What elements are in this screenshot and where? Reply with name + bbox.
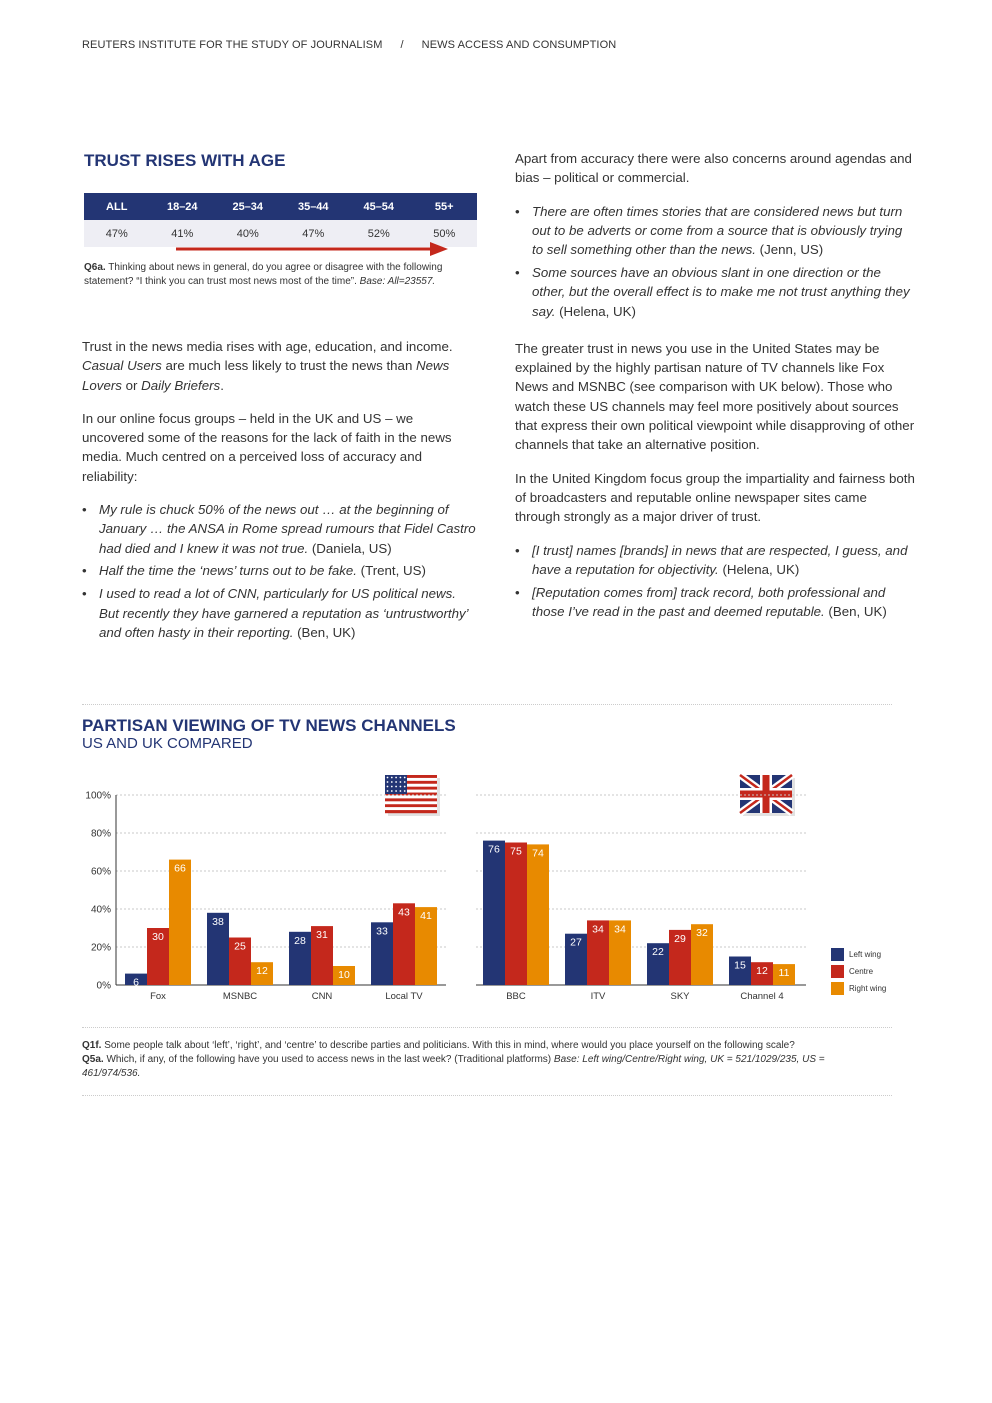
chart-mid-rule (82, 1027, 892, 1028)
bar-value-label: 25 (234, 940, 246, 953)
chart-note (82, 1039, 882, 1081)
trust-table-note: Q6a. Thinking about news in general, do you agree or disagree with the following statement? “I think you can trust most news most of the time”. Base: All=23557. (84, 262, 443, 287)
legend-label: Left wing (849, 950, 882, 959)
x-category-label: MSNBC (222, 991, 258, 1002)
bar-value-label: 33 (376, 925, 388, 938)
legend-swatch (831, 982, 844, 995)
y-tick-label: 100% (85, 790, 111, 802)
y-tick-label: 60% (90, 866, 111, 878)
x-category-label: CNN (311, 991, 333, 1002)
quote-item (515, 263, 915, 321)
legend-label: Centre (849, 967, 874, 976)
trust-value-cell: 52% (367, 227, 390, 240)
right-column (515, 149, 915, 625)
right-paragraph-1: Apart from accuracy there were also concerns around agendas and bias – political or commercial. (515, 151, 912, 186)
right-quotes-list-2 (515, 541, 915, 622)
bar-value-label: 75 (510, 845, 522, 858)
quote-attribution: (Jenn, US) (755, 242, 824, 258)
trust-table (84, 193, 477, 247)
header-section: NEWS ACCESS AND CONSUMPTION (421, 39, 617, 51)
legend-swatch (831, 965, 844, 978)
legend-swatch (831, 948, 844, 961)
bar-value-label: 74 (532, 847, 544, 860)
arrow-head (430, 242, 448, 256)
trust-value-cell: 40% (236, 227, 259, 240)
quote-attribution: (Daniela, US) (308, 540, 392, 556)
age-trend-arrow (176, 240, 451, 258)
bar-value-label: 6 (133, 976, 139, 989)
x-category-label: Local TV (385, 991, 423, 1002)
chart-title: PARTISAN VIEWING OF TV NEWS CHANNELS (82, 716, 456, 735)
x-category-label: Channel 4 (740, 991, 784, 1002)
bar-value-label: 22 (652, 946, 664, 959)
trust-value-cell: 47% (302, 227, 325, 240)
y-tick-label: 80% (90, 828, 111, 840)
trust-header-cell: ALL (106, 200, 128, 213)
bar-value-label: 31 (316, 929, 328, 942)
bar-value-label: 12 (256, 965, 268, 978)
partisan-bar-chart (78, 765, 908, 1010)
bar-uk-bbc-centre (505, 843, 527, 986)
x-category-label: SKY (670, 991, 690, 1002)
quote-item (515, 541, 915, 580)
header-publisher: REUTERS INSTITUTE FOR THE STUDY OF JOURNALISM (82, 39, 383, 51)
bar-value-label: 15 (734, 959, 746, 972)
quote-item (515, 202, 915, 260)
bar-value-label: 76 (488, 843, 500, 856)
trust-table-header (84, 193, 477, 220)
x-category-label: ITV (590, 991, 606, 1002)
quote-text: Half the time the ‘news’ turns out to be fake. (99, 563, 357, 579)
bar-value-label: 41 (420, 910, 432, 923)
bar-value-label: 43 (398, 906, 410, 919)
quote-attribution: (Trent, US) (356, 563, 426, 579)
bar-value-label: 10 (338, 969, 350, 981)
y-tick-label: 40% (90, 904, 111, 916)
trust-header-cell: 35–44 (297, 200, 329, 213)
bar-value-label: 32 (696, 927, 708, 940)
trust-header-cell: 18–24 (166, 200, 198, 213)
chart-subtitle: US AND UK COMPARED (82, 735, 253, 752)
bar-value-label: 12 (756, 965, 768, 978)
quote-text: I used to read a lot of CNN, particularly for US political news. But recently they have garnered a reputation as ‘untrustworthy’ and often hasty in their reporting. (99, 586, 468, 640)
left-quotes-list (82, 500, 478, 642)
x-category-label: BBC (506, 991, 526, 1002)
quote-item (82, 500, 478, 558)
x-category-label: Fox (150, 991, 166, 1002)
bar-uk-bbc-right-wing (527, 844, 549, 985)
chart-bottom-rule (82, 1095, 892, 1096)
trust-title: TRUST RISES WITH AGE (84, 151, 286, 170)
y-tick-label: 20% (90, 942, 111, 954)
quote-attribution: (Helena, UK) (718, 561, 800, 577)
left-paragraph-1: Trust in the news media rises with age, education, and income. Casual Users are much less likely to trust the news than News Lovers or Daily Briefers. (82, 339, 453, 393)
bar-value-label: 38 (212, 915, 224, 928)
quote-attribution: (Ben, UK) (293, 624, 356, 640)
trust-header-cell: 55+ (434, 200, 454, 213)
quote-text: There are often times stories that are considered news but turn out to be adverts or come from a source that is obviously trying to sell something other than the news. (532, 203, 903, 258)
bar-value-label: 34 (592, 923, 604, 936)
chart-top-rule (82, 704, 892, 705)
trust-value-cell: 50% (433, 227, 456, 240)
quote-item (82, 584, 478, 642)
right-paragraph-3: In the United Kingdom focus group the impartiality and fairness both of broadcasters and reputable online newspaper sites came through strongly as a major driver of trust. (515, 470, 915, 525)
y-tick-label: 0% (96, 980, 111, 992)
bar-value-label: 11 (778, 967, 790, 980)
chart-note-q5a: Q5a. Which, if any, of the following have you used to access news in the last week? (Traditional platforms) Base: Left wing/Centre/Right wing, UK = 521/1029/235, US = 461/974/536. (82, 1054, 825, 1079)
legend-label: Right wing (849, 984, 887, 993)
bar-uk-bbc-left-wing (483, 841, 505, 985)
bar-value-label: 30 (152, 931, 164, 943)
bar-us-fox-right-wing (169, 860, 191, 985)
quote-text: My rule is chuck 50% of the news out … at the beginning of January … the ANSA in Rome spread rumours that Fidel Castro had died and I knew it was not true. (99, 502, 476, 556)
quote-text: [I trust] names [brands] in news that are respected, I guess, and have a reputation for objectivity. (532, 542, 908, 577)
bar-value-label: 28 (294, 934, 306, 947)
right-quotes-list-1 (515, 202, 915, 321)
bar-value-label: 66 (174, 862, 186, 875)
header-separator: / (400, 39, 404, 51)
trust-value-cell: 47% (105, 227, 128, 240)
bar-value-label: 29 (674, 932, 686, 945)
trust-header-cell: 45–54 (363, 200, 395, 213)
trust-value-cell: 41% (171, 227, 194, 240)
quote-item (515, 583, 915, 622)
quote-attribution: (Helena, UK) (555, 303, 636, 319)
quote-attribution: (Ben, UK) (824, 603, 887, 619)
quote-text: [Reputation comes from] track record, both professional and those I’ve read in the past and deemed reputable. (532, 584, 886, 619)
right-paragraph-2: The greater trust in news you use in the United States may be explained by the highly partisan nature of TV channels like Fox News and MSNBC (see comparison with UK below). Those who watch these US channels may feel more positively about sources that express their own political viewpoint while disapproving of other channels that take an alternative position. (515, 340, 915, 453)
running-header (82, 39, 616, 51)
quote-item (82, 561, 478, 580)
quote-text: Some sources have an obvious slant in one direction or the other, but the overall effect is to make me not trust anything they say. (532, 264, 910, 319)
left-column (82, 337, 478, 646)
trust-header-cell: 25–34 (232, 200, 264, 213)
bar-value-label: 34 (614, 923, 626, 936)
chart-note-q1f: Q1f. Some people talk about ‘left’, ‘right’, and ‘centre’ to describe parties and politicians. With this in mind, where would you place yourself on the following scale? (82, 1040, 795, 1051)
left-paragraph-2: In our online focus groups – held in the UK and US – we uncovered some of the reasons for the lack of faith in the news media. Much centred on a perceived loss of accuracy and reliability: (82, 410, 452, 484)
bar-value-label: 27 (570, 936, 582, 949)
